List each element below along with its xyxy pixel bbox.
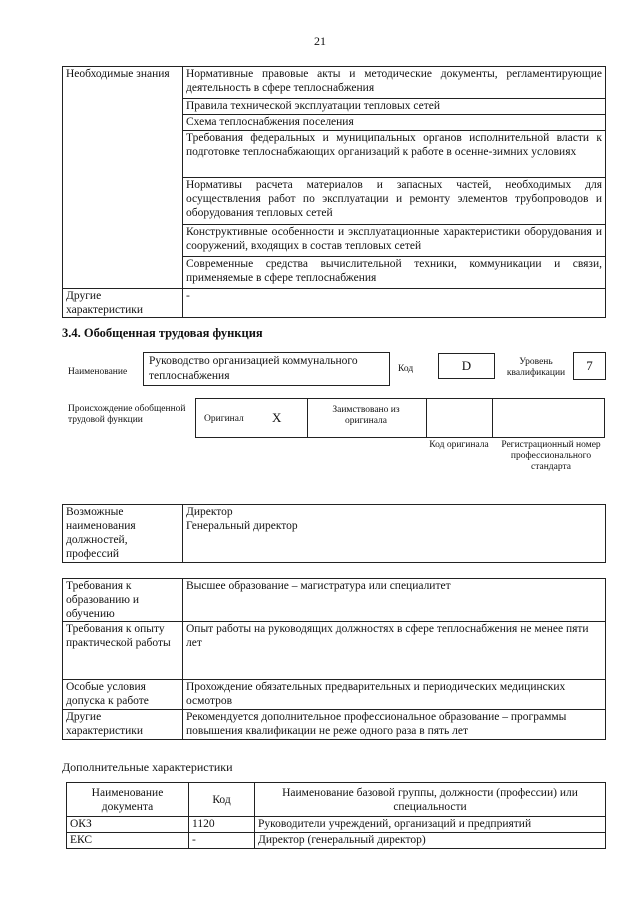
row-code: -	[189, 833, 255, 849]
name-label: Наименование	[68, 367, 128, 377]
row-name: Директор (генеральный директор)	[255, 833, 606, 849]
additional-title: Дополнительные характеристики	[62, 760, 233, 774]
position-item: Генеральный директор	[186, 520, 298, 532]
origin-label: Происхождение обобщенной трудовой функции	[68, 404, 186, 425]
knowledge-item: Современные средства вычислительной техники, коммуникации и связи, применяемые в сфере теплоснабжения	[183, 257, 606, 289]
positions-label: Возможные наименования должностей, профессий	[63, 505, 183, 563]
page-number: 21	[314, 34, 326, 48]
row-doc: ОКЗ	[67, 817, 189, 833]
divider	[307, 398, 308, 438]
requirement-label: Требования к образованию и обучению	[63, 579, 183, 622]
knowledge-item: Нормативные правовые акты и методические документы, регламентирующие деятельность в сфере теплоснабжения	[183, 67, 606, 99]
function-name: Руководство организацией коммунального теплоснабжения	[143, 352, 390, 386]
requirement-label: Другие характеристики	[63, 710, 183, 740]
knowledge-item: Правила технической эксплуатации тепловых сетей	[183, 99, 606, 115]
knowledge-item: Схема теплоснабжения поселения	[183, 115, 606, 131]
knowledge-table	[62, 66, 606, 318]
additional-table	[66, 782, 606, 849]
requirement-value: Рекомендуется дополнительное профессиональное образование – программы повышения квалификации не реже одного раза в пять лет	[183, 710, 606, 740]
code-value: D	[438, 353, 495, 379]
row-doc: ЕКС	[67, 833, 189, 849]
requirement-label: Требования к опыту практической работы	[63, 622, 183, 680]
header-code: Код	[189, 783, 255, 817]
knowledge-label: Необходимые знания	[63, 67, 183, 289]
requirement-value: Высшее образование – магистратура или специалитет	[183, 579, 606, 622]
header-doc: Наименование документа	[67, 783, 189, 817]
code-caption: Код оригинала	[429, 440, 489, 450]
other-label: Другие характеристики	[63, 289, 183, 318]
reg-caption: Регистрационный номер профессионального стандарта	[501, 440, 601, 472]
knowledge-item: Конструктивные особенности и эксплуатационные характеристики оборудования и сооружений, входящих в состав тепловых сетей	[183, 225, 606, 257]
original-label: Оригинал	[204, 414, 244, 424]
row-name: Руководители учреждений, организаций и предприятий	[255, 817, 606, 833]
level-label: Уровень квалификации	[506, 357, 566, 378]
original-mark: X	[272, 410, 282, 425]
knowledge-item: Требования федеральных и муниципальных органов исполнительной власти к подготовке теплоснабжающих организаций к работе в осенне-зимних условиях	[183, 131, 606, 178]
positions-table	[62, 504, 606, 563]
divider	[426, 398, 427, 438]
header-name: Наименование базовой группы, должности (профессии) или специальности	[255, 783, 606, 817]
knowledge-item: Нормативы расчета материалов и запасных частей, необходимых для осуществления работ по эксплуатации и ремонту элементов трубопроводов и оборудования тепловых сетей	[183, 178, 606, 225]
requirement-value: Опыт работы на руководящих должностях в сфере теплоснабжения не менее пяти лет	[183, 622, 606, 680]
divider	[492, 398, 493, 438]
requirements-table	[62, 578, 606, 740]
requirement-value: Прохождение обязательных предварительных и периодических медицинских осмотров	[183, 680, 606, 710]
code-label: Код	[398, 364, 414, 374]
other-value: -	[183, 289, 606, 318]
position-item: Директор	[186, 506, 233, 518]
row-code: 1120	[189, 817, 255, 833]
requirement-label: Особые условия допуска к работе	[63, 680, 183, 710]
level-value: 7	[573, 352, 606, 380]
borrowed-label: Заимствовано из оригинала	[332, 405, 400, 426]
section-title: 3.4. Обобщенная трудовая функция	[62, 326, 263, 340]
